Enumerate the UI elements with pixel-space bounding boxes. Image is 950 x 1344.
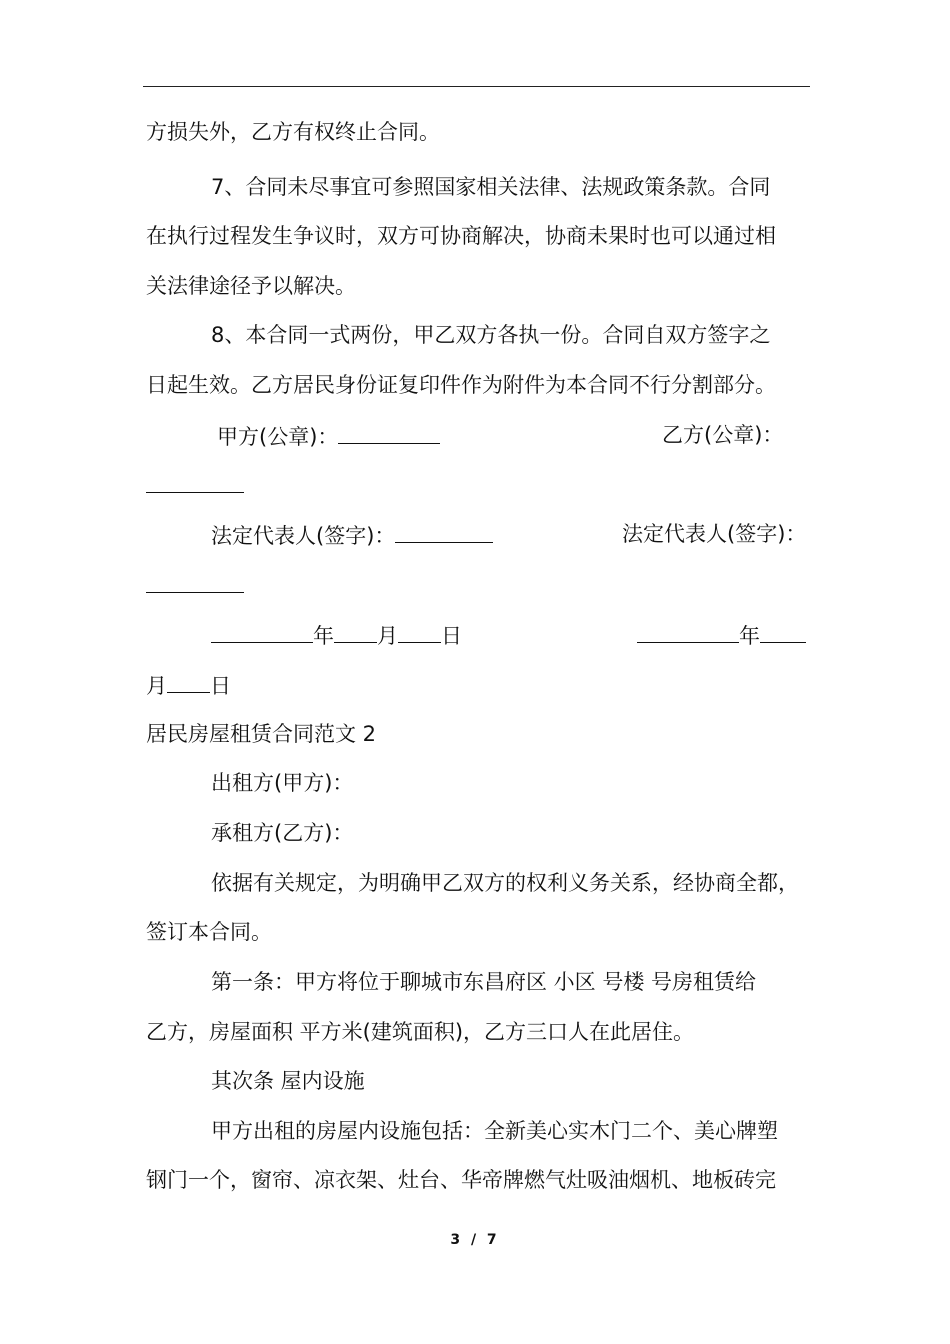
day-blank [167,670,210,693]
year-label: 年 [313,624,334,648]
day-label: 日 [210,674,231,698]
party-a-seal-row [217,421,440,451]
month-blank [760,620,806,643]
paragraph-line: 在执行过程发生争议时，双方可协商解决，协商未果时也可以通过相 [146,224,776,248]
clause-7-line: 7、合同未尽事宜可参照国家相关法律、法规政策条款。合同 [211,175,771,199]
party-b-seal-label: 乙方(公章)： [662,423,784,447]
lessee-label: 承租方(乙方)： [211,821,354,845]
paragraph-line: 方损失外，乙方有权终止合同。 [146,120,440,144]
party-a-seal-label: 甲方(公章)： [217,425,339,449]
month-label: 月 [377,624,398,648]
rep-b-row [146,570,244,600]
rep-a-blank [395,520,493,543]
month-blank [334,620,377,643]
page-number: 3 / 7 [450,1232,500,1248]
party-b-seal-row [146,470,244,500]
article-1-line: 乙方，房屋面积 平方米(建筑面积)，乙方三口人在此居住。 [146,1020,695,1044]
section-title: 居民房屋租赁合同范文 2 [146,722,377,746]
rep-b-blank [146,570,244,593]
rep-b-label: 法定代表人(签字)： [622,522,807,546]
article-1-line: 第一条：甲方将位于聊城市东昌府区 小区 号楼 号房租赁给 [211,970,757,994]
rep-a-label: 法定代表人(签字)： [211,524,396,548]
clause-8-line: 8、本合同一式两份，甲乙双方各执一份。合同自双方签字之 [211,323,771,347]
party-b-seal-blank [146,470,244,493]
rep-a-row [211,520,493,550]
date-b-row [637,620,806,650]
article-2-title: 其次条 屋内设施 [211,1069,365,1093]
article-2-line: 钢门一个，窗帘、凉衣架、灶台、华帝牌燃气灶吸油烟机、地板砖完 [146,1168,776,1192]
day-blank [398,620,441,643]
year-blank [637,620,739,643]
paragraph-line: 关法律途径予以解决。 [146,274,356,298]
paragraph-line: 日起生效。乙方居民身份证复印件作为附件为本合同不行分割部分。 [146,373,776,397]
party-a-seal-blank [338,421,440,444]
header-rule [143,86,810,87]
month-label: 月 [146,674,167,698]
date-a-row [211,620,462,650]
day-label: 日 [441,624,462,648]
year-label: 年 [739,624,760,648]
date-b-row-cont [146,670,231,700]
article-2-line: 甲方出租的房屋内设施包括：全新美心实木门二个、美心牌塑 [211,1119,778,1143]
intro-line: 签订本合同。 [146,920,272,944]
intro-line: 依据有关规定，为明确甲乙双方的权利义务关系，经协商全都， [211,871,799,895]
year-blank [211,620,313,643]
lessor-label: 出租方(甲方)： [211,771,354,795]
